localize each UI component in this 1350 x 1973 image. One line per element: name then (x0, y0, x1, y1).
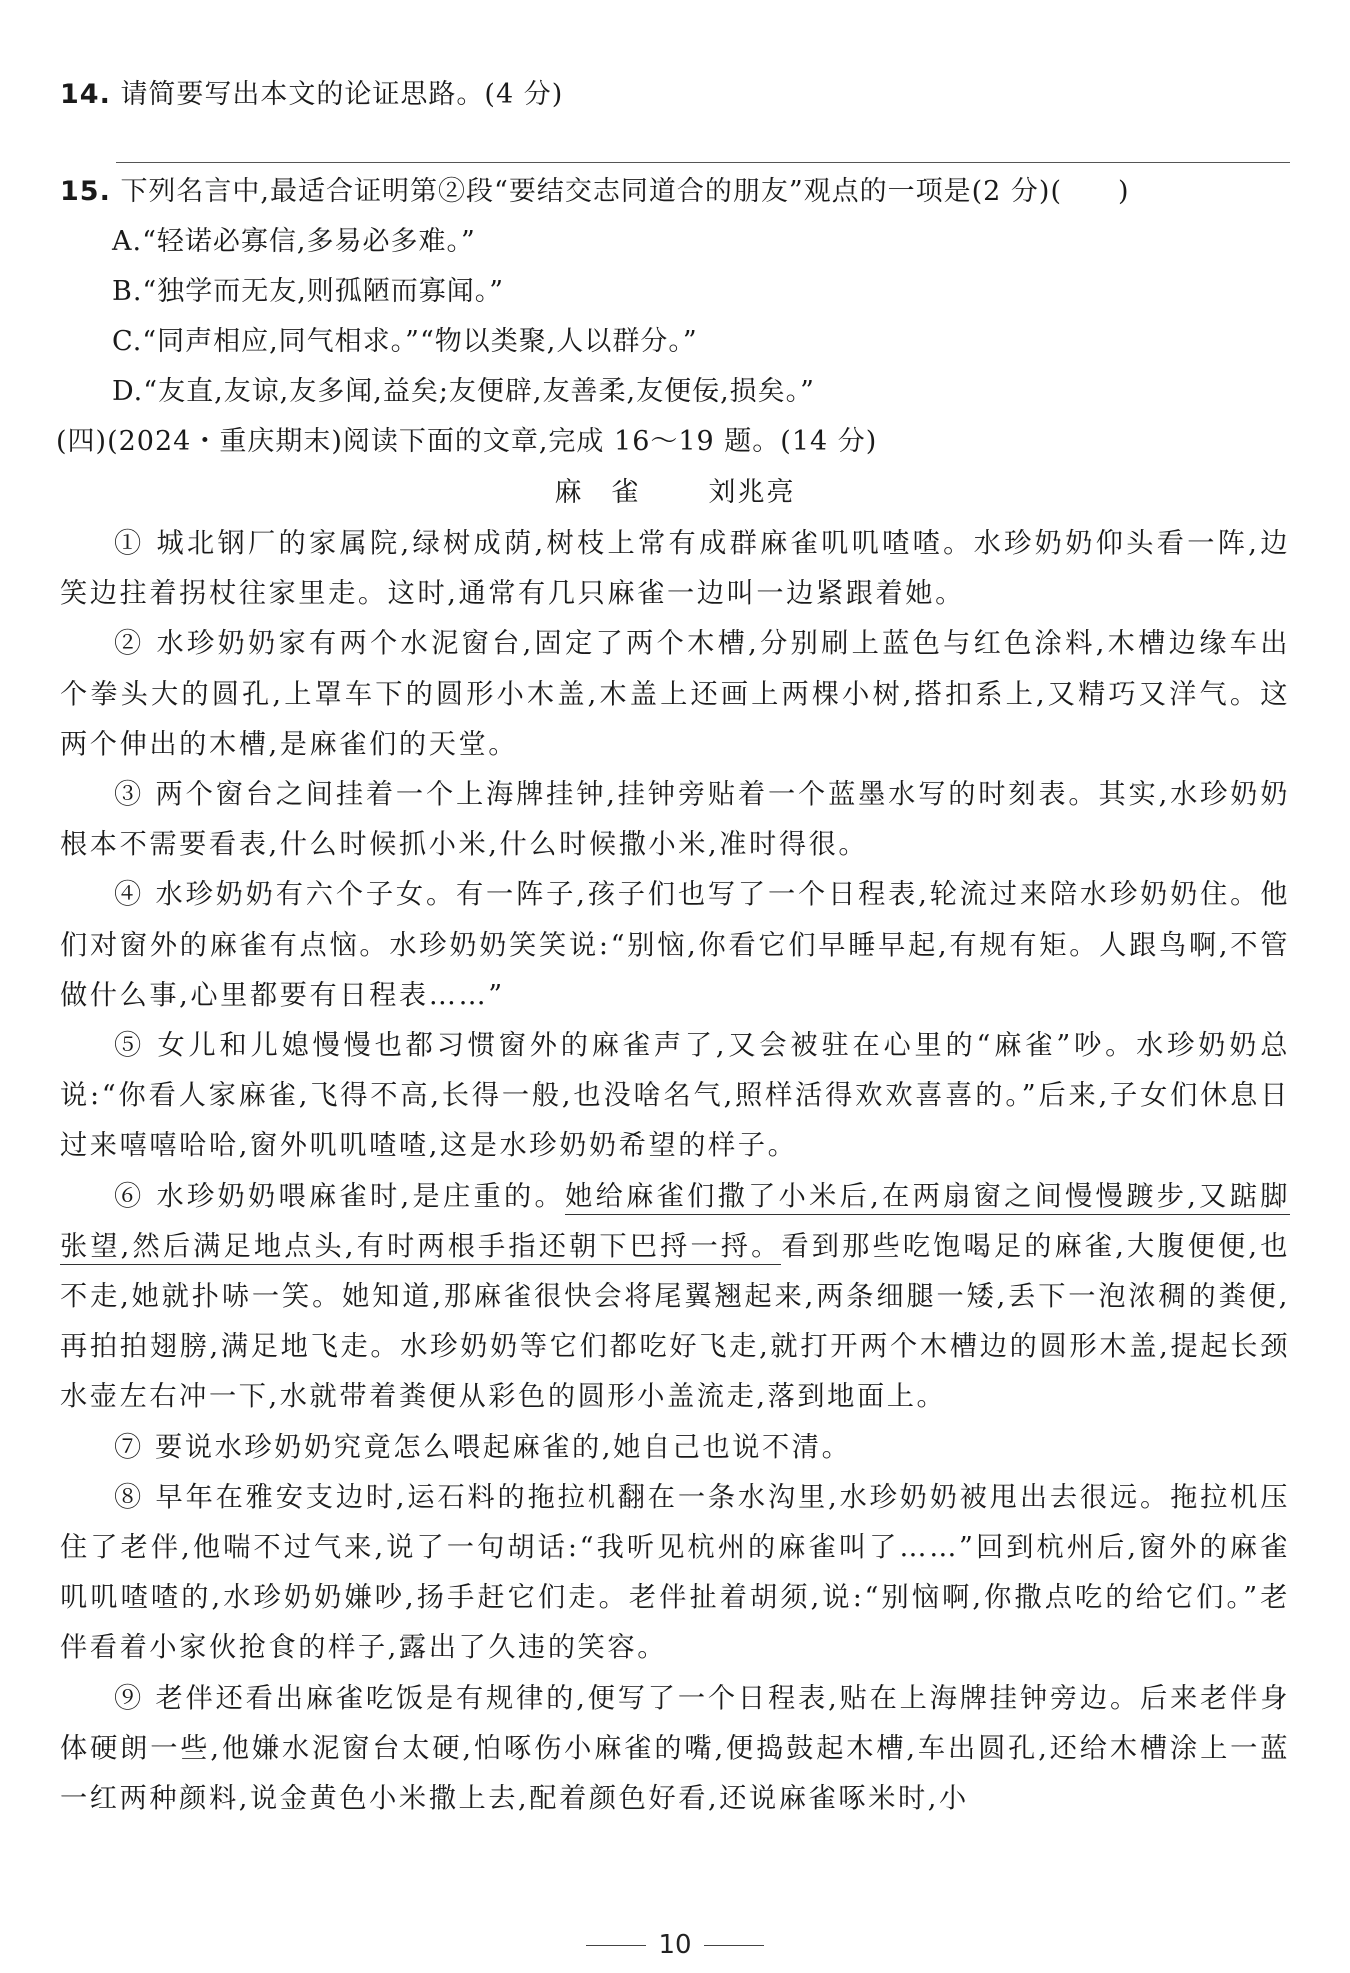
paragraph-4: ④ 水珍奶奶有六个子女。有一阵子,孩子们也写了一个日程表,轮流过来陪水珍奶奶住。他们对窗外的麻雀有点恼。水珍奶奶笑笑说:“别恼,你看它们早睡早起,有规有矩。人跟鸟啊,不管做什么事,心里都要有日程表……” (60, 879, 1290, 1011)
paragraph-6-start: ⑥ 水珍奶奶喂麻雀时,是庄重的。 (114, 1180, 566, 1212)
question-14 (60, 70, 1290, 120)
article-author: 刘兆亮 (708, 477, 796, 508)
question-14-number: 14. (60, 79, 111, 110)
paragraph-2: ② 水珍奶奶家有两个水泥窗台,固定了两个木槽,分别刷上蓝色与红色涂料,木槽边缘车出个拳头大的圆孔,上罩车下的圆形小木盖,木盖上还画上两棵小树,搭扣系上,又精巧又洋气。这两个伸出的木槽,是麻雀们的天堂。 (60, 628, 1290, 760)
question-14-text: 请简要写出本文的论证思路。(4 分) (120, 79, 564, 110)
answer-line (116, 162, 1290, 163)
paragraph-9: ⑨ 老伴还看出麻雀吃饭是有规律的,便写了一个日程表,贴在上海牌挂钟旁边。后来老伴身体硬朗一些,他嫌水泥窗台太硬,怕啄伤小麻雀的嘴,便捣鼓起木槽,车出圆孔,还给木槽涂上一蓝一红两种颜料,说金黄色小米撒上去,配着颜色好看,还说麻雀啄米时,小 (60, 1682, 1290, 1815)
paragraph-5: ⑤ 女儿和儿媳慢慢也都习惯窗外的麻雀声了,又会被驻在心里的“麻雀”吵。水珍奶奶总说:“你看人家麻雀,飞得不高,长得一般,也没啥名气,照样活得欢欢喜喜的。”后来,子女们休息日过来嘻嘻哈哈,窗外叽叽喳喳,这是水珍奶奶希望的样子。 (60, 1030, 1290, 1162)
page-footer (0, 1930, 1350, 1960)
question-15 (60, 167, 1290, 217)
paragraph-1: ① 城北钢厂的家属院,绿树成荫,树枝上常有成群麻雀叽叽喳喳。水珍奶奶仰头看一阵,边笑边拄着拐杖往家里走。这时,通常有几只麻雀一边叫一边紧跟着她。 (60, 528, 1290, 610)
article-title: 麻雀 (554, 477, 669, 508)
option-a: A.“轻诺必寡信,多易必多难。” (112, 226, 476, 257)
option-b: B.“独学而无友,则孤陋而寡闻。” (112, 276, 505, 307)
paragraph-7: ⑦ 要说水珍奶奶究竟怎么喂起麻雀的,她自己也说不清。 (114, 1431, 852, 1463)
footer-dash-right (704, 1945, 764, 1946)
paragraph-6-end: 看到那些吃饱喝足的麻雀,大腹便便,也不走,她就扑哧一笑。她知道,那麻雀很快会将尾翼翘起来,两条细腿一矮,丢下一泡浓稠的粪便,再拍拍翅膀,满足地飞走。水珍奶奶等它们都吃好飞走,就打开两个木槽边的圆形木盖,提起长颈水壶左右冲一下,水就带着粪便从彩色的圆形小盖流走,落到地面上。 (60, 1230, 1290, 1413)
option-d: D.“友直,友谅,友多闻,益矣;友便辟,友善柔,友便佞,损矣。” (112, 376, 815, 407)
question-15-text: 下列名言中,最适合证明第②段“要结交志同道合的朋友”观点的一项是(2 分)( ) (120, 176, 1130, 207)
option-c: C.“同声相应,同气相求。”“物以类聚,人以群分。” (112, 326, 698, 357)
paragraph-8: ⑧ 早年在雅安支边时,运石料的拖拉机翻在一条水沟里,水珍奶奶被甩出去很远。拖拉机压住了老伴,他喘不过气来,说了一句胡话:“我听见杭州的麻雀叫了……”回到杭州后,窗外的麻雀叽叽喳喳的,水珍奶奶嫌吵,扬手赶它们走。老伴扯着胡须,说:“别恼啊,你撒点吃的给它们。”老伴看着小家伙抢食的样子,露出了久违的笑容。 (60, 1481, 1290, 1664)
footer-dash-left (586, 1945, 646, 1946)
paragraph-6 (60, 1172, 1290, 1423)
underlined-sentence: 她给麻雀们撒了小米后,在两扇窗之间慢慢踱步,又踮脚张望,然后满足地点头,有时两根手指还朝下巴捋一捋。 (60, 1181, 1290, 1265)
section-heading: (四)(2024・重庆期末)阅读下面的文章,完成 16～19 题。(14 分) (56, 426, 878, 457)
question-15-options (112, 217, 1290, 417)
page-number: 10 (658, 1930, 692, 1960)
worksheet-page (56, 70, 1290, 1824)
paragraph-3: ③ 两个窗台之间挂着一个上海牌挂钟,挂钟旁贴着一个蓝墨水写的时刻表。其实,水珍奶奶根本不需要看表,什么时候抓小米,什么时候撒小米,准时得很。 (60, 779, 1290, 861)
question-15-number: 15. (60, 176, 111, 207)
article-title-line (60, 467, 1290, 519)
